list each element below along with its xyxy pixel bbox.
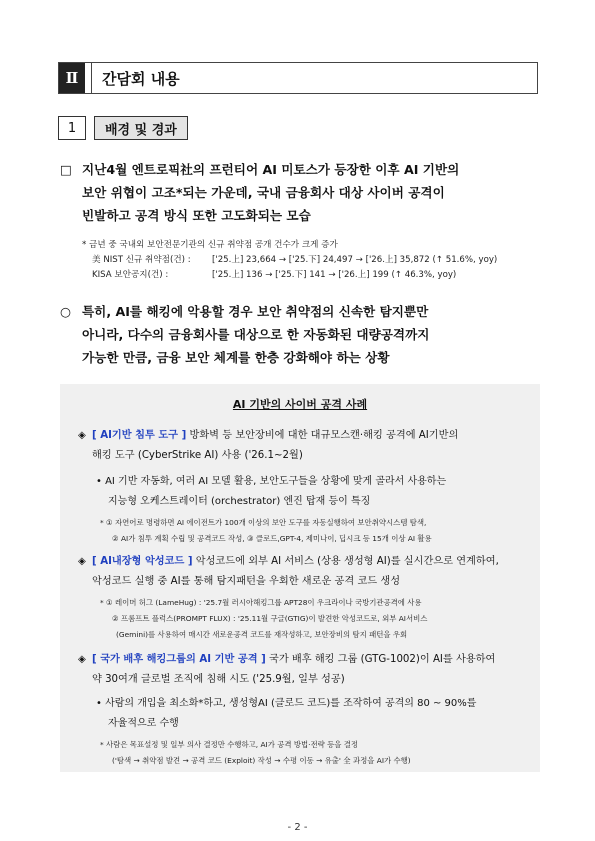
case-sub-line: 자율적으로 수행 xyxy=(108,718,179,729)
case-note: * ① 레이머 허그 (LameHug) : '25.7월 러시아해킹그룹 APT28이 우크라이나 국방기관공격에 사용 xyxy=(100,598,422,607)
case-tag: [ AI내장형 악성코드 ] xyxy=(92,556,193,567)
case-line: ◈ [ 국가 배후 해킹그룹의 AI 기반 공격 ] 국가 배후 해킹 그룹 (GTG-1002)이 AI를 사용하여 xyxy=(78,650,495,670)
subsection-heading xyxy=(58,116,188,140)
para1-line: 보안 위협이 고조*되는 가운데, 국내 금융회사 대상 사이버 공격이 xyxy=(82,185,445,200)
subsection-title: 배경 및 경과 xyxy=(94,116,188,140)
cyber-attack-cases-box xyxy=(60,384,540,772)
case-line: ◈ [ AI내장형 악성코드 ] 악성코드에 외부 AI 서비스 (상용 생성형 AI)를 실시간으로 연계하여, xyxy=(78,552,499,572)
case-note: ('탐색 → 취약점 발견 → 공격 코드 (Exploit) 작성 → 수평 이동 → 유출' 全 과정을 AI가 수행) xyxy=(112,756,411,765)
note-value: ['25.上] 136 → ['25.下] 141 → ['26.上] 199 (↑ 46.3%, yoy) xyxy=(212,270,457,280)
para2-line: 가능한 만큼, 금융 보안 체계를 한층 강화해야 하는 상황 xyxy=(82,350,390,365)
diamond-bullet-icon: ◈ xyxy=(78,556,86,567)
case-note: ② 프롬프트 플럭스(PROMPT FLUX) : '25.11월 구글(GTIG)이 발견한 악성코드로, 외부 AI서비스 xyxy=(112,614,428,623)
case-tag: [ 국가 배후 해킹그룹의 AI 기반 공격 ] xyxy=(92,654,266,665)
para1-line: 지난4월 엔트로픽社의 프런티어 AI 미토스가 등장한 이후 AI 기반의 xyxy=(82,162,460,177)
para2-line: 특히, AI를 해킹에 악용할 경우 보안 취약점의 신속한 탐지뿐만 xyxy=(82,304,429,319)
note-source: KISA 보안공지(건) : xyxy=(92,270,169,280)
case-sub-line: • AI 기반 자동화, 여러 AI 모델 활용, 보안도구들을 상황에 맞게 골라서 사용하는 xyxy=(96,476,447,487)
note-value: ['25.上] 23,664 → ['25.下] 24,497 → ['26.上] 35,872 (↑ 51.6%, yoy) xyxy=(212,255,498,265)
case-note: ② AI가 침투 계획 수립 및 공격코드 작성, ③ 클로드,GPT-4, 제미나이, 딥시크 등 15개 이상 AI 활용 xyxy=(112,534,432,543)
case-note: * ① 자연어로 명령하면 AI 에이전트가 100개 이상의 보안 도구를 자동실행하여 보안취약시스템 탐색, xyxy=(100,518,427,527)
case-tag: [ AI기반 침투 도구 ] xyxy=(92,430,187,441)
subsection-number: 1 xyxy=(58,116,86,140)
section-title: 간담회 내용 xyxy=(102,69,180,88)
section-number: Ⅱ xyxy=(59,63,85,93)
section-heading xyxy=(58,62,538,94)
case-note: (Gemini)를 사용하여 매시간 새로운공격 코드를 재작성하고, 보안장비의 탐지 패턴을 우회 xyxy=(116,630,408,639)
case-sub-line: • 사람의 개입을 최소화*하고, 생성형AI (클로드 코드)를 조작하여 공격의 80 ~ 90%를 xyxy=(96,698,477,709)
note-title: * 금년 중 국내외 보안전문기관의 신규 취약점 공개 건수가 크게 증가 xyxy=(82,240,338,250)
case-line: 악성코드 실행 중 AI를 통해 탐지패턴을 우회한 새로운 공격 코드 생성 xyxy=(92,576,401,587)
case-line: 약 30여개 글로벌 조직에 침해 시도 ('25.9월, 일부 성공) xyxy=(92,674,345,685)
case-note: * 사람은 목표설정 및 일부 의사 결정만 수행하고, AI가 공격 방법·전략 등을 결정 xyxy=(100,740,359,749)
paragraph-background xyxy=(60,158,540,227)
case-line: ◈ [ AI기반 침투 도구 ] 방화벽 등 보안장비에 대한 대규모스캔·해킹 공격에 AI기반의 xyxy=(78,426,458,446)
square-bullet: □ xyxy=(60,162,72,177)
note-row xyxy=(92,253,497,268)
note-source: 美 NIST 신규 취약점(건) : xyxy=(92,255,191,265)
case-line: 해킹 도구 (CyberStrike AI) 사용 ('26.1~2월) xyxy=(92,450,303,461)
paragraph-ai-risk xyxy=(60,300,540,369)
para2-line: 아니라, 다수의 금융회사를 대상으로 한 자동화된 대량공격까지 xyxy=(82,327,430,342)
para1-line: 빈발하고 공격 방식 또한 고도화되는 모습 xyxy=(82,208,311,223)
section-divider xyxy=(85,63,92,93)
diamond-bullet-icon: ◈ xyxy=(78,654,86,665)
page-number: - 2 - xyxy=(287,822,308,833)
circle-bullet: ○ xyxy=(60,304,71,319)
box-title: AI 기반의 사이버 공격 사례 xyxy=(232,398,368,411)
note-row xyxy=(92,268,456,283)
diamond-bullet-icon: ◈ xyxy=(78,430,86,441)
case-sub-line: 지능형 오케스트레이터 (orchestrator) 엔진 탑재 등이 특징 xyxy=(108,496,371,507)
